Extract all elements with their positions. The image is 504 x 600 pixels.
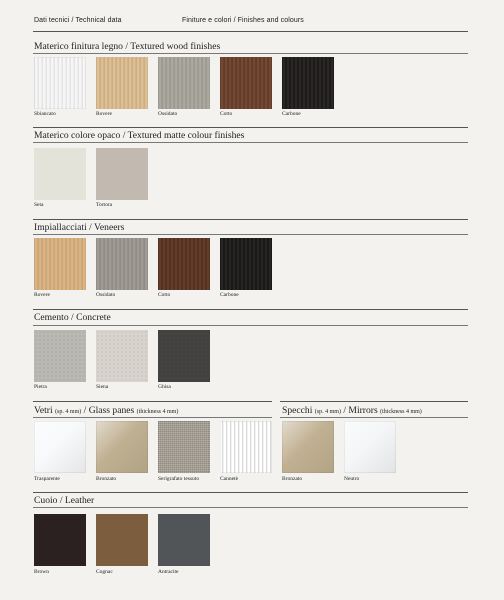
wood-rule <box>33 53 468 54</box>
matte-swatch-tortora <box>96 148 148 200</box>
wood-swatch-rovere <box>96 57 148 109</box>
veneers-label: Cotto <box>158 292 171 298</box>
glass-swatch-serigrafato <box>158 421 210 473</box>
header-right: Finiture e colori / Finishes and colours <box>182 17 304 24</box>
wood-swatch-carbone <box>282 57 334 109</box>
concrete-swatch-siena <box>96 330 148 382</box>
wood-swatch-sbiancato <box>34 57 86 109</box>
matte-title: Materico colore opaco / Textured matte colour finishes <box>34 130 245 141</box>
glass-label: Cannetè <box>220 476 239 482</box>
wood-label: Carbone <box>282 111 301 117</box>
veneers-title: Impiallacciati / Veneers <box>34 222 125 233</box>
wood-title: Materico finitura legno / Textured wood finishes <box>34 41 221 52</box>
glass-swatch-bronzato <box>96 421 148 473</box>
mirror-swatch-neutro <box>344 421 396 473</box>
leather-swatch-cognac <box>96 514 148 566</box>
header-left: Dati tecnici / Technical data <box>34 17 122 24</box>
wood-label: Rovere <box>96 111 112 117</box>
matte-rule <box>33 142 468 143</box>
concrete-title: Cemento / Concrete <box>34 312 111 323</box>
wood-label: Ossidato <box>158 111 178 117</box>
wood-label: Cotto <box>220 111 233 117</box>
veneers-swatch-carbone <box>220 238 272 290</box>
matte-swatch-seta <box>34 148 86 200</box>
concrete-top-rule <box>33 309 468 310</box>
veneers-label: Carbone <box>220 292 239 298</box>
glass-rule <box>33 417 272 418</box>
veneers-label: Rovere <box>34 292 50 298</box>
veneers-top-rule <box>33 219 468 220</box>
concrete-label: Siena <box>96 384 109 390</box>
leather-label: Brown <box>34 569 49 575</box>
glass-label: Trasparente <box>34 476 60 482</box>
concrete-label: Pietra <box>34 384 47 390</box>
mirrors-rule <box>280 417 468 418</box>
concrete-label: Ghisa <box>158 384 171 390</box>
veneers-swatch-ossidato <box>96 238 148 290</box>
wood-swatch-ossidato <box>158 57 210 109</box>
leather-rule <box>33 507 468 508</box>
matte-top-rule <box>33 127 468 128</box>
mirror-label: Bronzato <box>282 476 303 482</box>
veneers-rule <box>33 234 468 235</box>
leather-top-rule <box>33 492 468 493</box>
header-rule <box>33 31 468 32</box>
matte-label: Seta <box>34 202 44 208</box>
leather-label: Cognac <box>96 569 113 575</box>
concrete-rule <box>33 325 468 326</box>
glass-label: Serigrafato tessuto <box>158 476 200 482</box>
leather-title: Cuoio / Leather <box>34 495 95 506</box>
leather-label: Antracite <box>158 569 179 575</box>
wood-swatch-cotto <box>220 57 272 109</box>
glass-title: Vetri (sp. 4 mm) / Glass panes (thickness 4 mm) <box>34 405 179 416</box>
mirror-swatch-bronzato <box>282 421 334 473</box>
matte-label: Tortora <box>96 202 113 208</box>
glass-swatch-cannete <box>220 421 272 473</box>
glass-top-rule <box>33 401 272 402</box>
veneers-swatch-rovere <box>34 238 86 290</box>
glass-swatch-trasparente <box>34 421 86 473</box>
veneers-swatch-cotto <box>158 238 210 290</box>
concrete-swatch-pietra <box>34 330 86 382</box>
mirrors-title: Specchi (sp. 4 mm) / Mirrors (thickness 4 mm) <box>282 405 422 416</box>
wood-label: Sbiancato <box>34 111 56 117</box>
veneers-label: Ossidato <box>96 292 116 298</box>
mirrors-top-rule <box>280 401 468 402</box>
glass-label: Bronzato <box>96 476 117 482</box>
leather-swatch-brown <box>34 514 86 566</box>
leather-swatch-antracite <box>158 514 210 566</box>
concrete-swatch-ghisa <box>158 330 210 382</box>
mirror-label: Neutro <box>344 476 360 482</box>
